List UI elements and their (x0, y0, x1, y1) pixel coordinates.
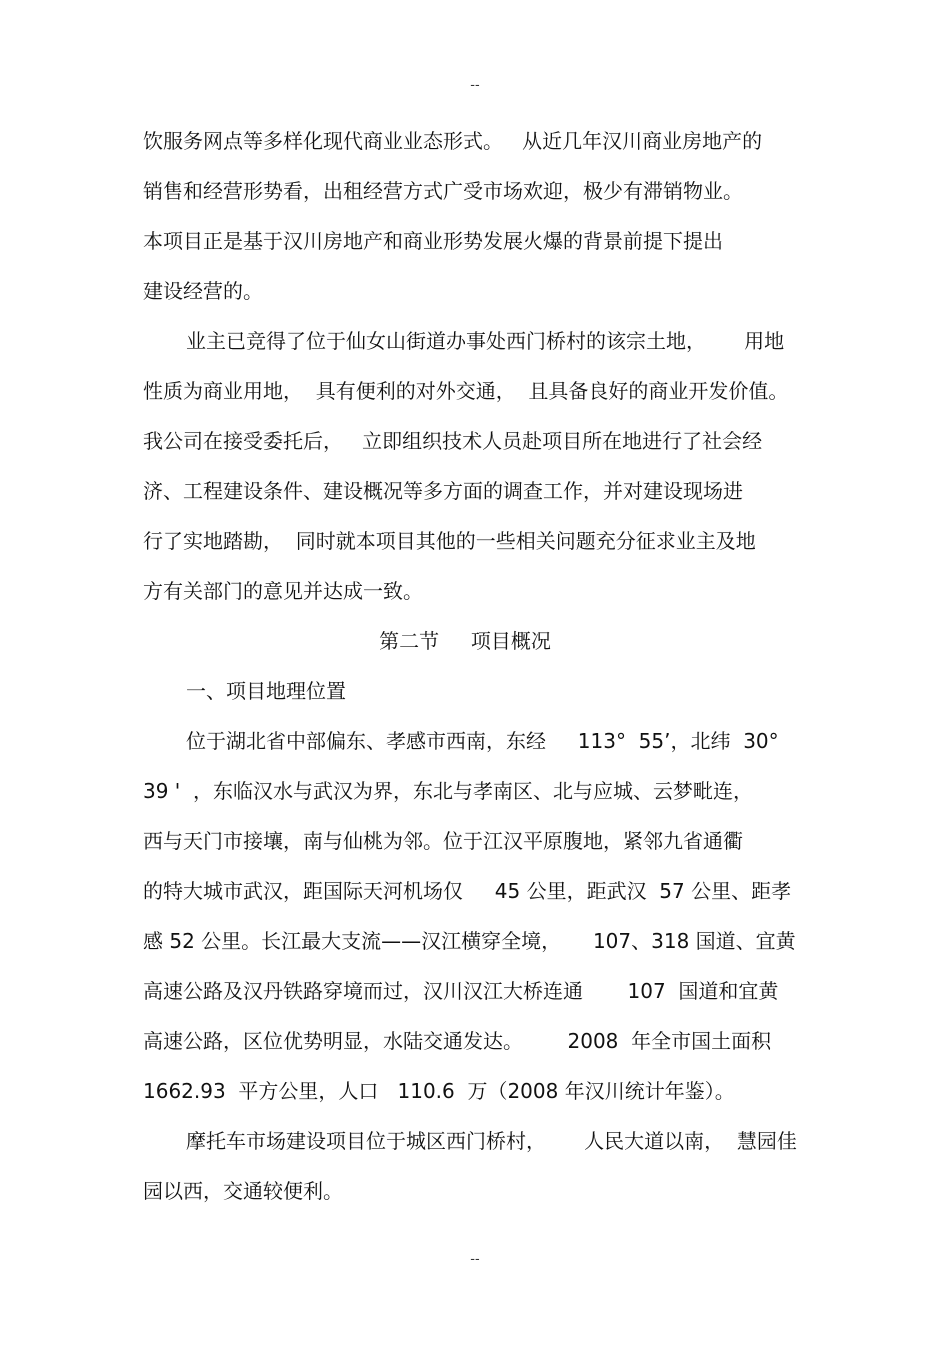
subheading: 一、项目地理位置 (186, 679, 346, 703)
paragraph-line: 高速公路及汉丹铁路穿境而过，汉川汉江大桥连通 107 国道和宜黄 (143, 979, 779, 1003)
section-title: 第二节 项目概况 (379, 629, 551, 653)
paragraph-line: 摩托车市场建设项目位于城区西门桥村， 人民大道以南， 慧园佳 (186, 1129, 797, 1153)
paragraph-line: 销售和经营形势看，出租经营方式广受市场欢迎，极少有滞销物业。 (143, 179, 743, 203)
paragraph-line: 西与天门市接壤，南与仙桃为邻。位于江汉平原腹地，紧邻九省通衢 (143, 829, 743, 853)
paragraph-line: 位于湖北省中部偏东、孝感市西南，东经 113° 55’，北纬 30° (186, 729, 779, 753)
paragraph-line: 业主已竞得了位于仙女山街道办事处西门桥村的该宗土地， 用地 (186, 329, 785, 353)
paragraph-line: 饮服务网点等多样化现代商业业态形式。 从近几年汉川商业房地产的 (143, 129, 763, 153)
paragraph-line: 我公司在接受委托后， 立即组织技术人员赴项目所在地进行了社会经 (143, 429, 763, 453)
page-footer-marker: -- (470, 1252, 480, 1267)
paragraph-line: 本项目正是基于汉川房地产和商业形势发展火爆的背景前提下提出 (143, 229, 723, 253)
paragraph-line: 建设经营的。 (143, 279, 263, 303)
paragraph-line: 高速公路，区位优势明显，水陆交通发达。 2008 年全市国土面积 (143, 1029, 772, 1053)
paragraph-line: 园以西，交通较便利。 (143, 1179, 343, 1203)
page-header-marker: -- (470, 78, 480, 93)
paragraph-line: 性质为商业用地， 具有便利的对外交通， 且具备良好的商业开发价值。 (143, 379, 789, 403)
paragraph-line: 行了实地踏勘， 同时就本项目其他的一些相关问题充分征求业主及地 (143, 529, 756, 553)
paragraph-line: 济、工程建设条件、建设概况等多方面的调查工作，并对建设现场进 (143, 479, 743, 503)
paragraph-line: 方有关部门的意见并达成一致。 (143, 579, 423, 603)
paragraph-line: 39 ' ，东临汉水与武汉为界，东北与孝南区、北与应城、云梦毗连， (143, 779, 754, 803)
paragraph-line: 感 52 公里。长江最大支流——汉江横穿全境， 107、318 国道、宜黄 (143, 929, 796, 953)
paragraph-line: 的特大城市武汉，距国际天河机场仅 45 公里，距武汉 57 公里、距孝 (143, 879, 792, 903)
paragraph-line: 1662.93 平方公里，人口 110.6 万（2008 年汉川统计年鉴）。 (143, 1079, 735, 1103)
